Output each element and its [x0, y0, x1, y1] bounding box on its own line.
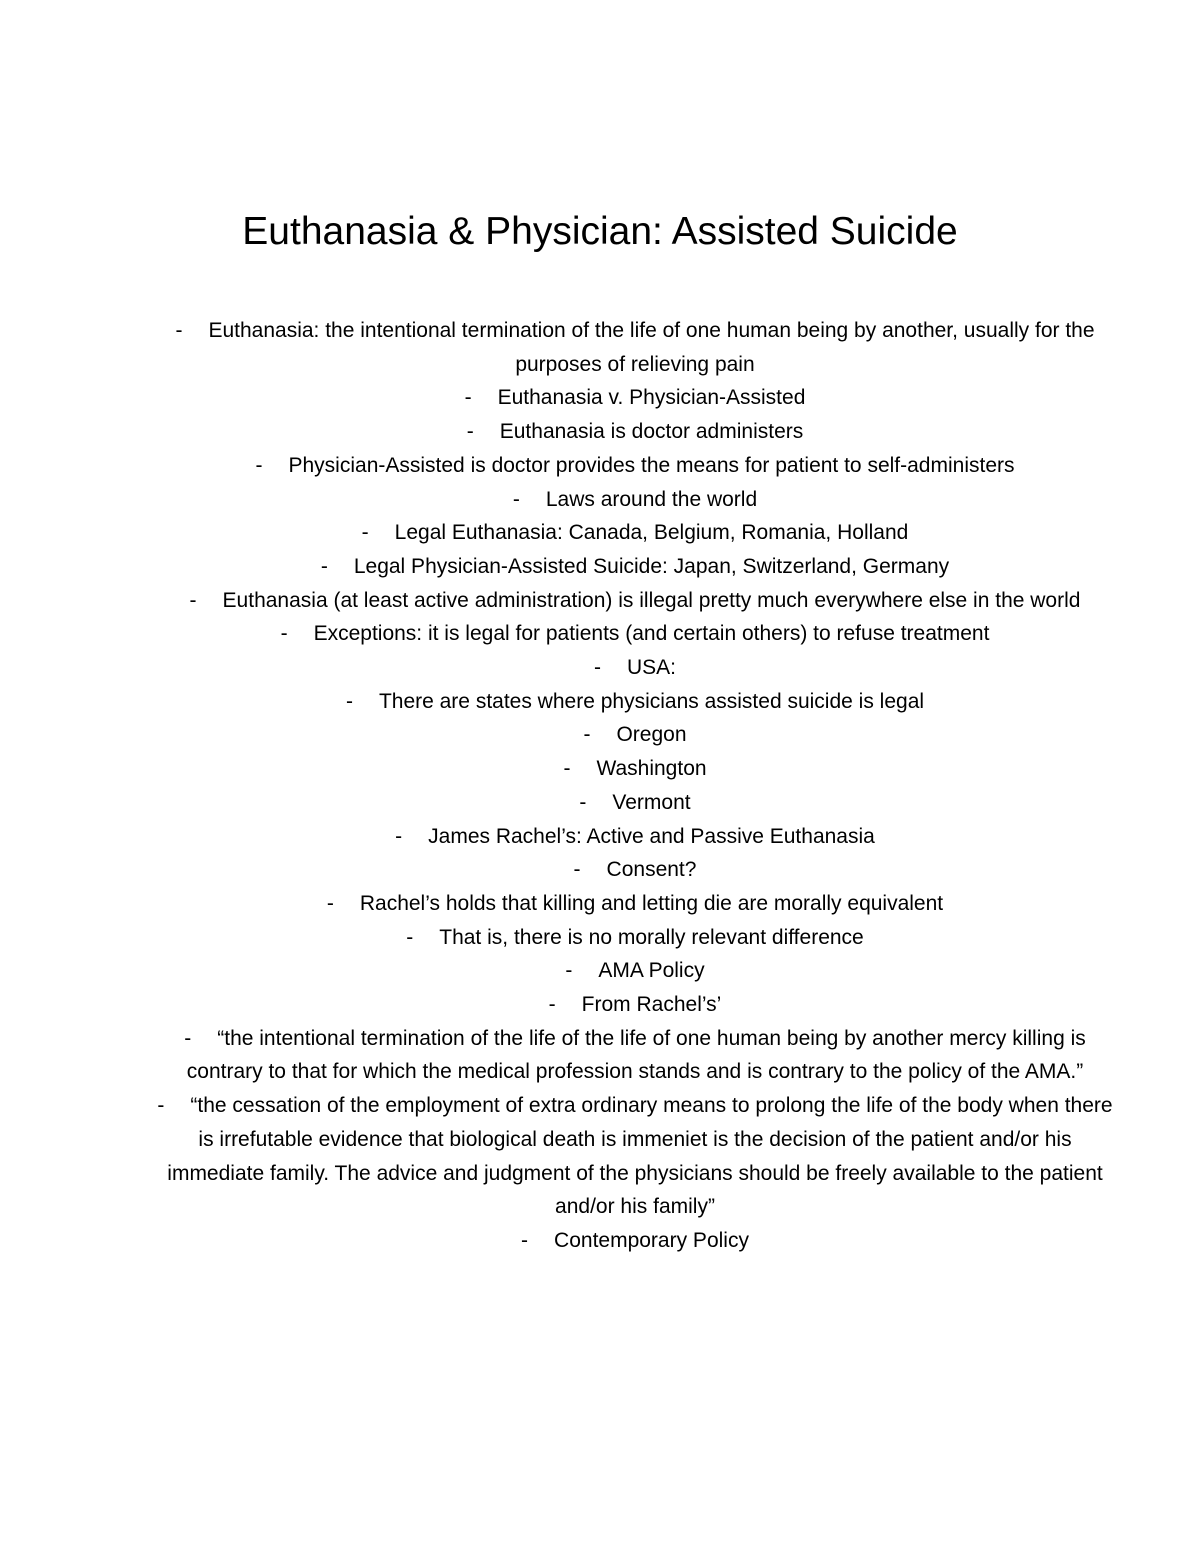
list-item-text: That is, there is no morally relevant difference	[439, 925, 864, 949]
document-title: Euthanasia & Physician: Assisted Suicide	[242, 210, 958, 253]
list-item-text: Legal Euthanasia: Canada, Belgium, Romania, Holland	[394, 521, 909, 545]
bullet-dash: -	[320, 554, 328, 578]
list-item-text: Laws around the world	[545, 487, 758, 511]
bullet-dash: -	[466, 420, 474, 444]
list-item	[150, 483, 1120, 517]
list-item	[150, 853, 1120, 887]
bullet-dash: -	[521, 1228, 529, 1252]
list-item	[150, 584, 1120, 618]
list-item-text: “the intentional termination of the life of the life of one human being by another mercy killing is contrary to that for which the medical profession stands and is contrary to the policy of the AMA.”	[186, 1026, 1086, 1084]
bullet-dash: -	[573, 858, 581, 882]
list-item-text: From Rachel’s’	[581, 993, 722, 1017]
bullet-dash: -	[189, 588, 197, 612]
list-item-text: Euthanasia v. Physician-Assisted	[497, 386, 806, 410]
list-item-text: Euthanasia (at least active administration) is illegal pretty much everywhere else in the world	[222, 588, 1081, 612]
list-item-text: Exceptions: it is legal for patients (and certain others) to refuse treatment	[313, 622, 990, 646]
list-item	[150, 550, 1120, 584]
list-item	[150, 887, 1120, 921]
list-item-text: There are states where physicians assisted suicide is legal	[378, 689, 925, 713]
list-item-text: Euthanasia is doctor administers	[499, 420, 804, 444]
list-item	[150, 752, 1120, 786]
list-item	[150, 820, 1120, 854]
bullet-dash: -	[184, 1026, 192, 1050]
list-item	[150, 921, 1120, 955]
list-item-text: Rachel’s holds that killing and letting die are morally equivalent	[359, 891, 944, 915]
list-item-text: “the cessation of the employment of extra ordinary means to prolong the life of the body when there is irrefutable evidence that biological death is immeniet is the decision of the patient and/or his immediate family. The advice and judgment of the physicians should be freely available to the patient and/or his family”	[167, 1094, 1113, 1219]
bullet-dash: -	[395, 824, 403, 848]
bullet-dash: -	[583, 723, 591, 747]
bullet-dash: -	[255, 453, 263, 477]
list-item	[150, 381, 1120, 415]
bullet-dash: -	[345, 689, 353, 713]
bullet-dash: -	[280, 622, 288, 646]
list-item	[150, 516, 1120, 550]
list-item-text: USA:	[626, 656, 676, 680]
list-item	[150, 685, 1120, 719]
list-item	[150, 954, 1120, 988]
bullet-dash: -	[565, 959, 573, 983]
bullet-dash: -	[175, 319, 183, 342]
bullet-dash: -	[593, 656, 601, 680]
notes-list	[150, 314, 1120, 1258]
bullet-dash: -	[361, 521, 369, 545]
bullet-dash: -	[579, 790, 587, 814]
list-item	[150, 1089, 1120, 1224]
list-item-text: AMA Policy	[598, 959, 705, 983]
list-item-text: Euthanasia: the intentional termination of the life of one human being by another, usually for the purposes of relieving pain	[208, 319, 1095, 376]
list-item	[150, 786, 1120, 820]
bullet-dash: -	[548, 993, 556, 1017]
list-item	[150, 1022, 1120, 1089]
list-item-text: Physician-Assisted is doctor provides the means for patient to self-administers	[288, 453, 1015, 477]
list-item	[150, 449, 1120, 483]
bullet-dash: -	[326, 891, 334, 915]
bullet-dash: -	[157, 1094, 165, 1118]
list-item	[150, 415, 1120, 449]
list-item-text: Washington	[596, 757, 707, 781]
list-item-text: James Rachel’s: Active and Passive Euthanasia	[428, 824, 875, 848]
list-item-text: Consent?	[606, 858, 697, 882]
list-item-text: Vermont	[612, 790, 691, 814]
bullet-dash: -	[563, 757, 571, 781]
list-item-text: Legal Physician-Assisted Suicide: Japan, Switzerland, Germany	[353, 554, 950, 578]
bullet-dash: -	[464, 386, 472, 410]
list-item-text: Oregon	[616, 723, 687, 747]
list-item	[150, 988, 1120, 1022]
list-item	[150, 1224, 1120, 1258]
bullet-dash: -	[406, 925, 414, 949]
list-item	[150, 314, 1120, 381]
list-item-text: Contemporary Policy	[554, 1228, 749, 1252]
bullet-dash: -	[512, 487, 520, 511]
list-item	[150, 718, 1120, 752]
list-item	[150, 651, 1120, 685]
list-item	[150, 617, 1120, 651]
